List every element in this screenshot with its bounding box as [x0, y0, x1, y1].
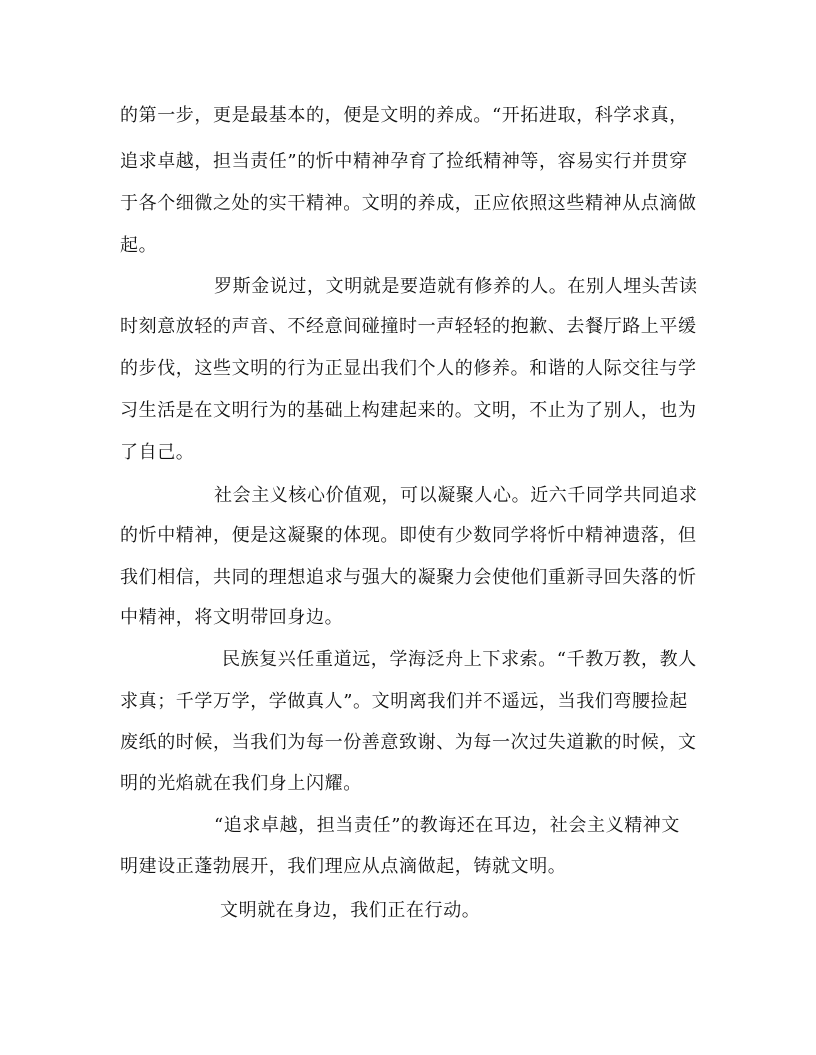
paragraph-4-line-4: 明的光焰就在我们身上闪耀。 [120, 773, 362, 794]
paragraph-4-line-2: 求真；千学万学，学做真人”。文明离我们并不遥远，当我们弯腰捡起 [120, 691, 688, 712]
paragraph-1-line-2: 追求卓越，担当责任”的忻中精神孕育了捡纸精神等，容易实行并贯穿 [120, 151, 688, 172]
paragraph-2-line-1: 罗斯金说过，文明就是要造就有修养的人。在别人埋头苦读 [214, 276, 698, 297]
paragraph-4-line-1: 民族复兴任重道远，学海泛舟上下求索。“千教万教，教人 [222, 649, 697, 670]
paragraph-4-line-3: 废纸的时候，当我们为每一份善意致谢、为每一次过失道歉的时候，文 [120, 732, 697, 753]
paragraph-1-line-3: 于各个细微之处的实干精神。文明的养成，正应依照这些精神从点滴做 [120, 193, 697, 214]
paragraph-1-line-1: 的第一步，更是最基本的，便是文明的养成。“开拓进取，科学求真， [120, 105, 688, 126]
paragraph-3-line-4: 中精神，将文明带回身边。 [120, 607, 344, 628]
paragraph-2-line-4: 习生活是在文明行为的基础上构建起来的。文明，不止为了别人，也为 [120, 400, 697, 421]
paragraph-2-line-5: 了自己。 [120, 442, 195, 463]
paragraph-5-line-1: “追求卓越，担当责任”的教诲还在耳边，社会主义精神文 [214, 815, 681, 836]
paragraph-5-line-2: 明建设正蓬勃展开，我们理应从点滴做起，铸就文明。 [120, 856, 567, 877]
paragraph-3-line-2: 的忻中精神，便是这凝聚的体现。即使有少数同学将忻中精神遗落，但 [120, 525, 697, 546]
paragraph-2-line-2: 时刻意放轻的声音、不经意间碰撞时一声轻轻的抱歉、去餐厅路上平缓 [120, 316, 697, 337]
paragraph-6-line-1: 文明就在身边，我们正在行动。 [220, 900, 481, 921]
paragraph-3-line-3: 我们相信，共同的理想追求与强大的凝聚力会使他们重新寻回失落的忻 [120, 567, 697, 588]
paragraph-1-line-4: 起。 [120, 235, 158, 256]
paragraph-2-line-3: 的步伐，这些文明的行为正显出我们个人的修养。和谐的人际交往与学 [120, 358, 697, 379]
paragraph-3-line-1: 社会主义核心价值观，可以凝聚人心。近六千同学共同追求 [214, 485, 698, 506]
